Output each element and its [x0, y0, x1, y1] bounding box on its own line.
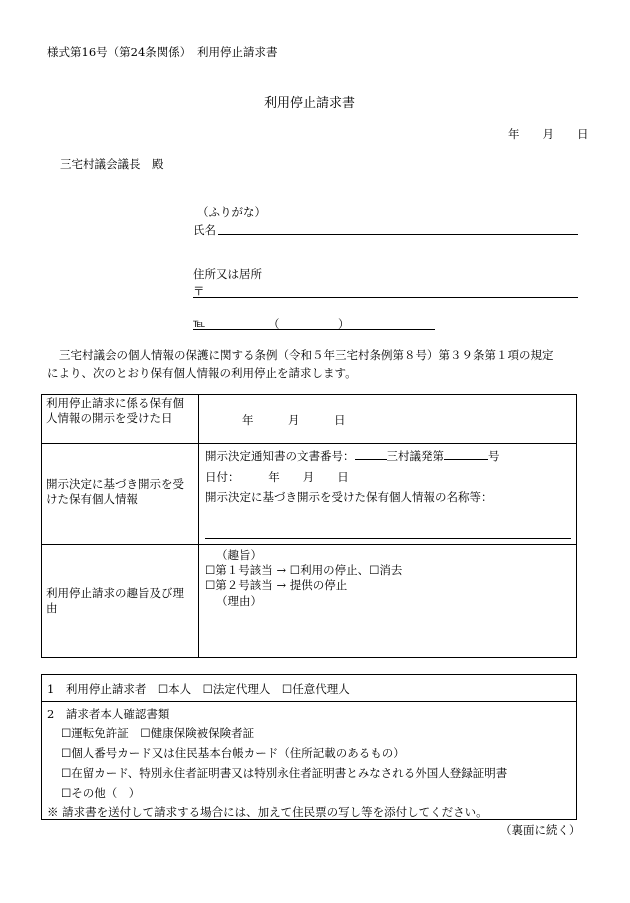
- request-table: [41, 394, 577, 658]
- postal-mark: 〒: [193, 284, 205, 298]
- purpose-heading: （趣旨）: [216, 548, 262, 562]
- table-row-divider-2: [41, 544, 577, 545]
- name-field[interactable]: [218, 234, 578, 235]
- disclosure-notice-date: 日付： 年 月 日: [205, 470, 349, 484]
- purpose-option-1[interactable]: ☐第１号該当 → ☐利用の停止、☐消去: [205, 563, 403, 577]
- doc-number-suffix: 号: [488, 449, 500, 463]
- intro-line-2: により、次のとおり保有個人情報の利用停止を請求します。: [47, 366, 357, 380]
- reason-heading: （理由）: [216, 594, 262, 608]
- requester-box-divider: [41, 701, 577, 702]
- table-column-divider: [198, 394, 199, 658]
- id-document-item-3[interactable]: ☐在留カード、特別永住者証明書又は特別永住者証明書とみなされる外国人登録証明書: [61, 766, 508, 780]
- id-document-item-4[interactable]: ☐その他（ ）: [61, 786, 141, 800]
- doc-number-line: [205, 448, 500, 464]
- id-documents-heading: 2 請求者本人確認書類: [47, 707, 170, 721]
- tel-paren-close: ）: [338, 317, 350, 331]
- disclosed-info-label: 開示決定に基づき開示を受けた保有個人情報: [46, 477, 184, 506]
- address-label: 住所又は居所: [193, 267, 262, 281]
- doc-number-blank-2[interactable]: [444, 448, 488, 460]
- disclosure-date-value: 年 月 日: [242, 413, 346, 427]
- tel-paren-open: （: [268, 317, 280, 331]
- doc-number-blank-1[interactable]: [355, 448, 387, 460]
- page-title: 利用停止請求書: [264, 96, 356, 111]
- tel-label: ℡: [193, 316, 206, 330]
- requester-type[interactable]: 1 利用停止請求者 ☐本人 ☐法定代理人 ☐任意代理人: [47, 682, 350, 696]
- doc-number-mid: 三村議発第: [386, 449, 444, 463]
- form-number: 様式第16号（第24条関係） 利用停止請求書: [47, 45, 278, 59]
- id-document-item-2[interactable]: ☐個人番号カード又は住民基本台帳カード（住所記載のあるもの）: [61, 746, 405, 760]
- disclosure-date-label: 利用停止請求に係る保有個人情報の開示を受けた日: [46, 396, 184, 425]
- mailing-note: ※ 請求書を送付して請求する場合には、加えて住民票の写し等を添付してください。: [47, 805, 488, 819]
- tel-field[interactable]: [193, 329, 435, 330]
- doc-number-label: 開示決定通知書の文書番号：: [205, 449, 355, 463]
- furigana-label: （ふりがな）: [197, 205, 266, 219]
- info-name-label: 開示決定に基づき開示を受けた保有個人情報の名称等：: [205, 490, 493, 504]
- purpose-reason-label: 利用停止請求の趣旨及び理由: [46, 586, 184, 615]
- address-field[interactable]: [193, 297, 578, 298]
- continued-note: （裏面に続く）: [500, 823, 581, 837]
- intro-line-1: 三宅村議会の個人情報の保護に関する条例（令和５年三宅村条例第８号）第３９条第１項の規定: [59, 348, 554, 362]
- table-row-divider-1: [41, 443, 577, 444]
- id-document-item-1[interactable]: ☐運転免許証 ☐健康保険被保険者証: [61, 726, 255, 740]
- date-line: 年 月 日: [508, 127, 589, 141]
- purpose-option-2[interactable]: ☐第２号該当 → 提供の停止: [205, 578, 348, 592]
- name-label: 氏名: [193, 223, 216, 237]
- addressee: 三宅村議会議長 殿: [60, 157, 164, 171]
- info-name-field[interactable]: [205, 538, 571, 539]
